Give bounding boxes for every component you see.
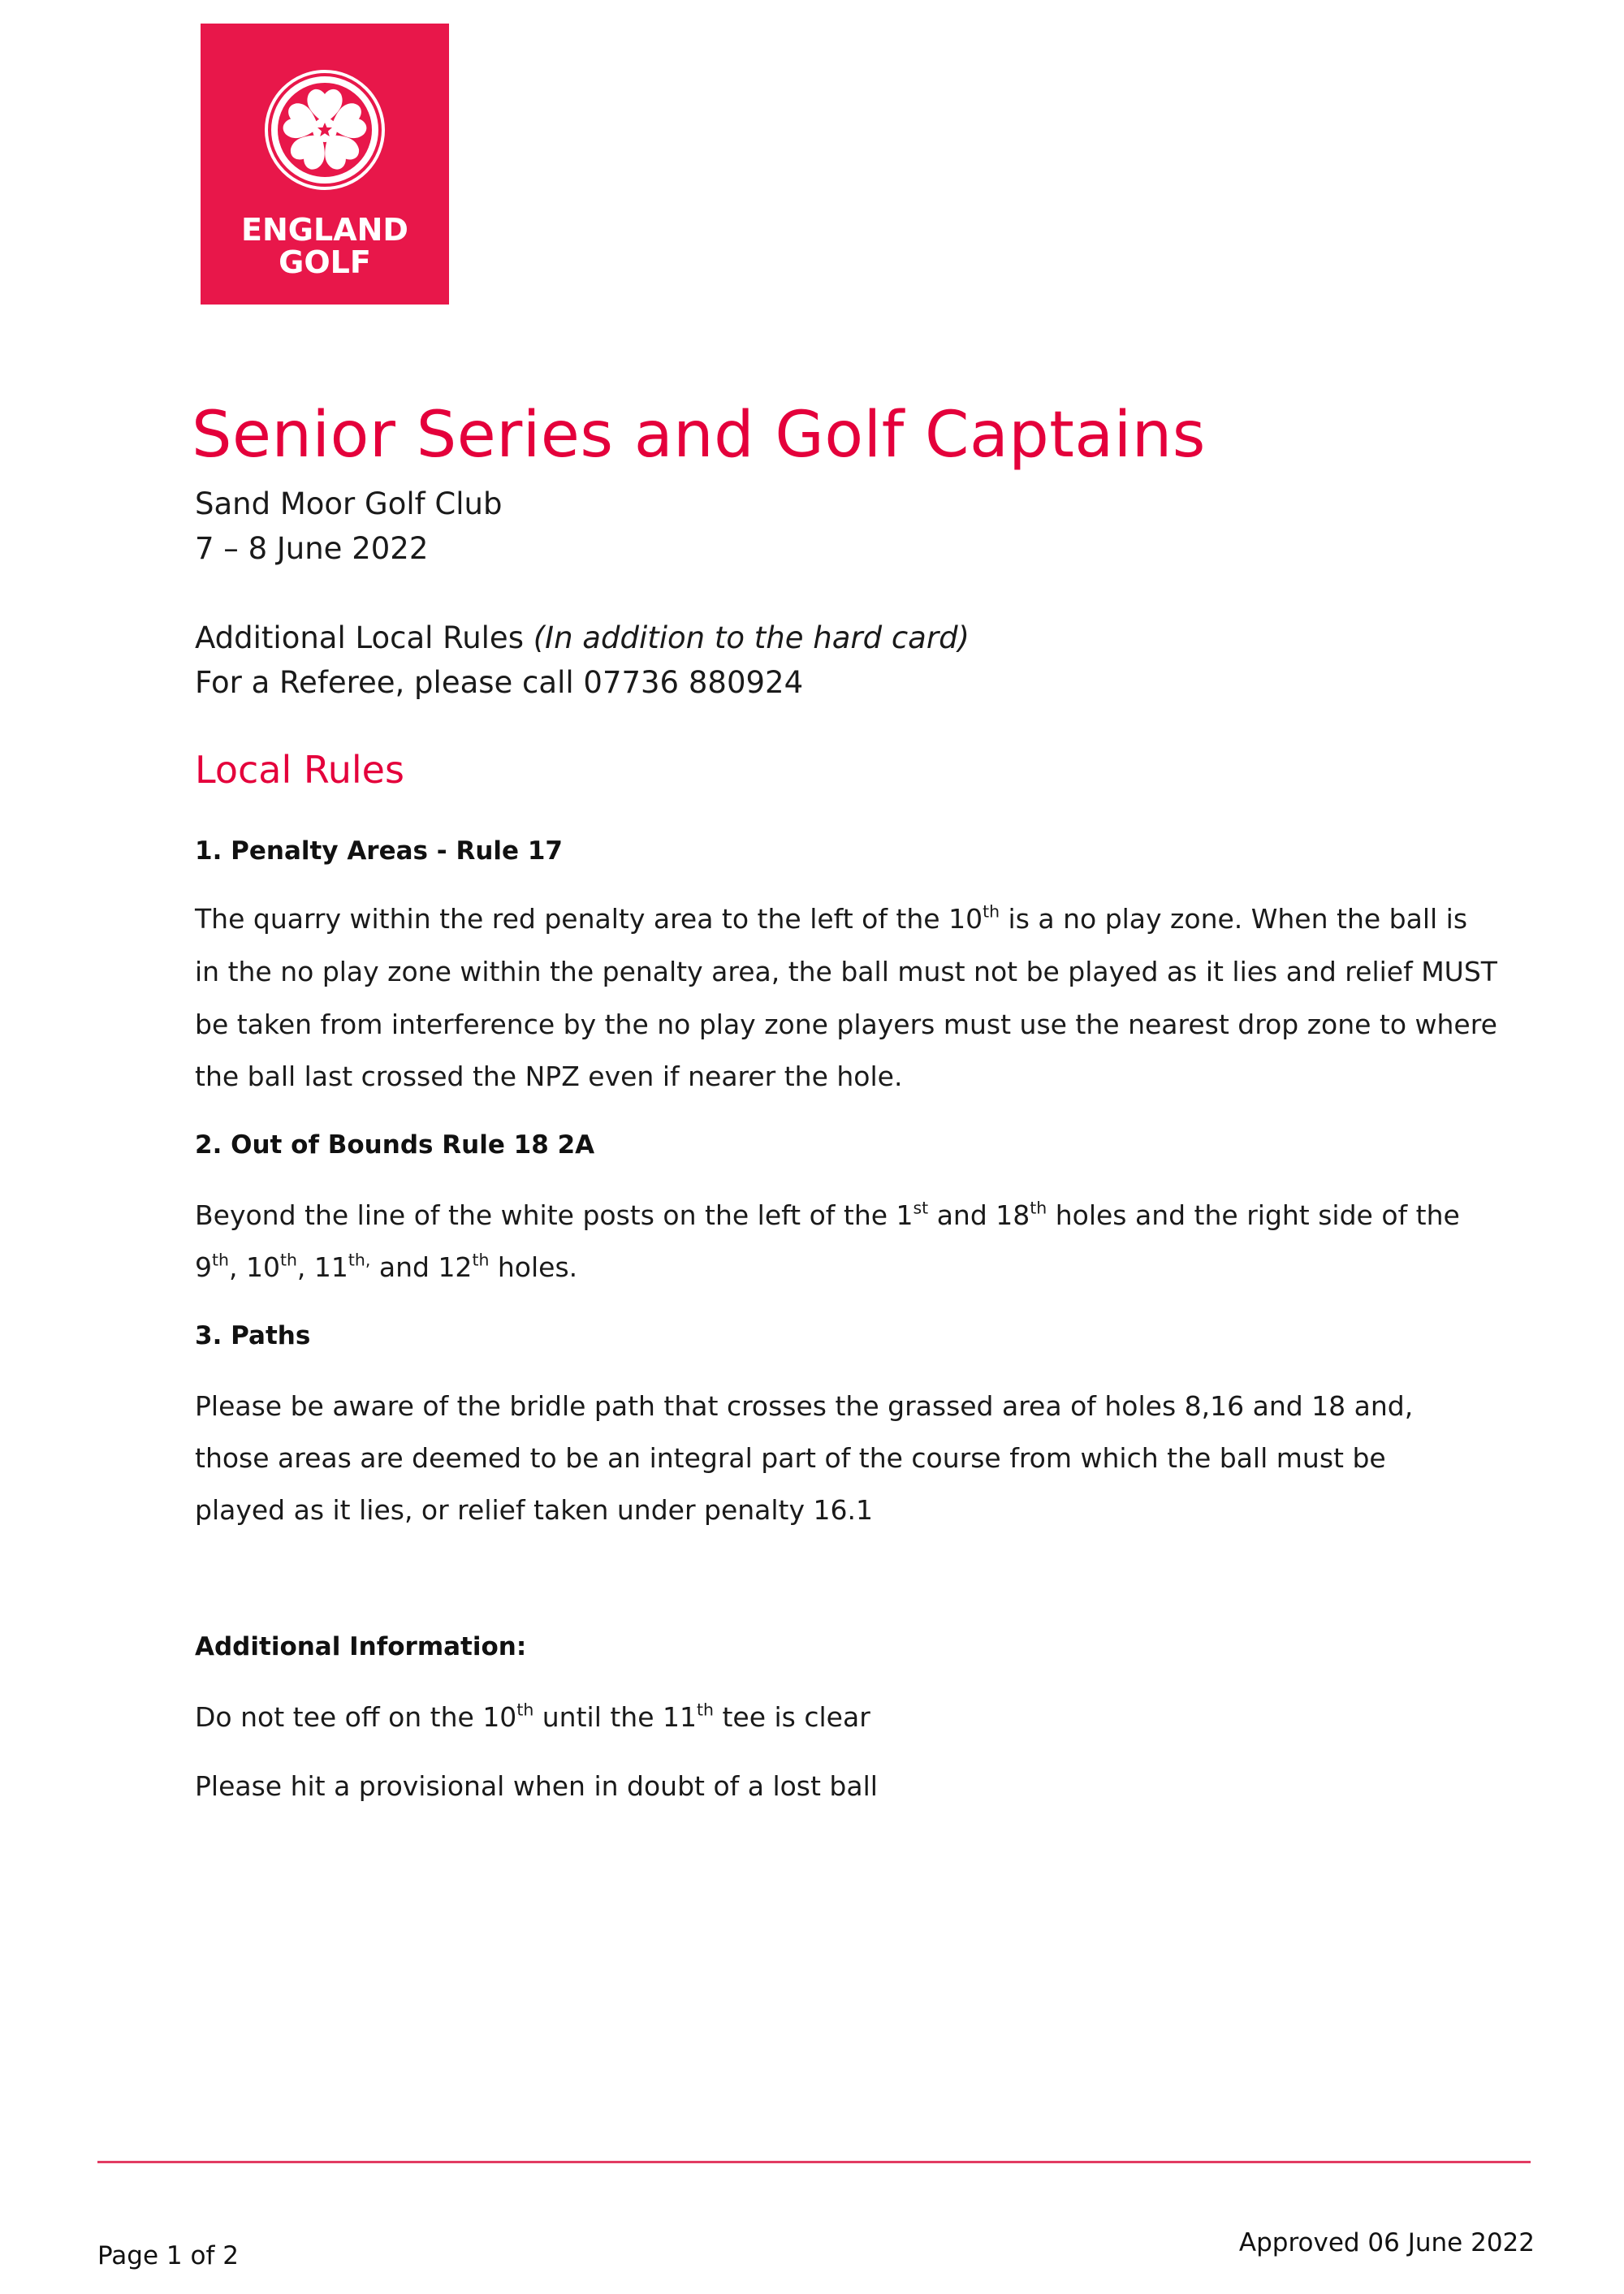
page-number: Page 1 of 2 — [97, 2241, 239, 2270]
rule-heading: 2. Out of Bounds Rule 18 2A — [195, 1130, 595, 1160]
rules-note: (In addition to the hard card) — [533, 620, 970, 655]
logo-text-line2: GOLF — [279, 244, 371, 280]
rule-text-line: 9th, 10th, $11^{th,}$ and 12th holes. — [195, 1250, 578, 1283]
additional-local-rules-line — [195, 619, 970, 658]
additional-info-heading: Additional Information: — [195, 1632, 527, 1661]
referee-contact: For a Referee, please call 07736 880924 — [195, 665, 804, 700]
event-dates: 7 – 8 June 2022 — [195, 531, 429, 566]
rule-text-line: the ball last crossed the NPZ even if nearer the hole. — [195, 1061, 903, 1092]
rule-text-line: Please be aware of the bridle path that crosses the grassed area of holes 8,16 and 18 and, — [195, 1390, 1414, 1422]
footer-divider — [97, 2161, 1531, 2163]
rule-text-line: The quarry within the red penalty area to the left of the 10th is a no play zone. When the ball is — [195, 901, 1468, 935]
rule-text-line: played as it lies, or relief taken under penalty 16.1 — [195, 1494, 873, 1526]
rule-text-line: be taken from interference by the no play zone players must use the nearest drop zone to where — [195, 1009, 1497, 1040]
page-title: Senior Series and Golf Captains — [192, 399, 1206, 472]
venue: Sand Moor Golf Club — [195, 486, 503, 521]
rule-heading: 3. Paths — [195, 1321, 311, 1350]
local-rules-heading: Local Rules — [195, 748, 404, 792]
info-item: Please hit a provisional when in doubt of a lost ball — [195, 1770, 878, 1802]
rule-text-line: Beyond the line of the white posts on the left of the 1st and 18th holes and the right side of the — [195, 1198, 1460, 1231]
rule-text-line: in the no play zone within the penalty area, the ball must not be played as it lies and relief MUST — [195, 956, 1497, 987]
info-item: Do not tee off on the 10th until the 11th tee is clear — [195, 1700, 870, 1733]
england-golf-logo — [201, 24, 449, 305]
rules-label: Additional Local Rules — [195, 620, 533, 655]
rule-heading: 1. Penalty Areas - Rule 17 — [195, 836, 563, 866]
approval-date: Approved 06 June 2022 — [1238, 2228, 1535, 2257]
logo-text-line1: ENGLAND — [241, 212, 408, 248]
rule-text-line: those areas are deemed to be an integral part of the course from which the ball must be — [195, 1442, 1386, 1474]
